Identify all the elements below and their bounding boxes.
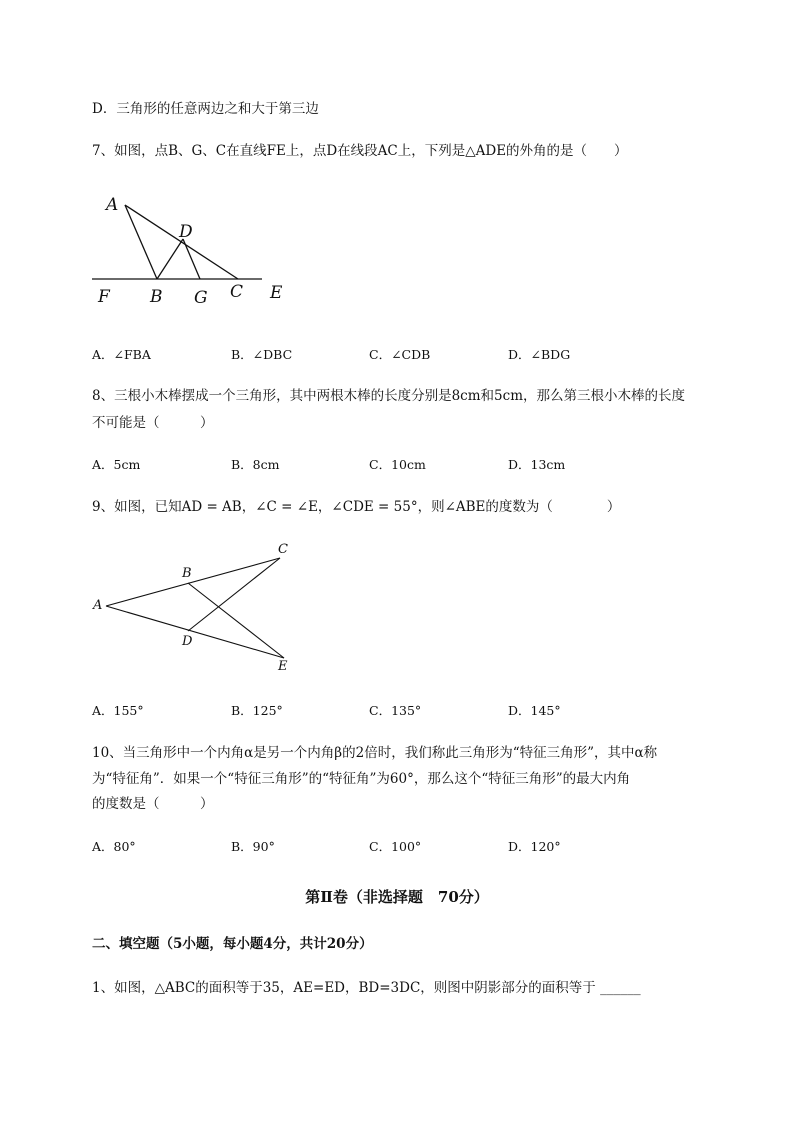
q7-stem: 7、如图，点B、G、C在直线FE上，点D在线段AC上，下列是△ADE的外角的是（ ） — [92, 143, 628, 159]
q10-stem-line3: 的度数是（ ） — [92, 796, 214, 812]
q7-label-e: E — [270, 283, 283, 303]
q7-option-d: D．∠BDG — [508, 347, 571, 362]
q9-option-b: B．125° — [231, 703, 283, 718]
q7-figure — [88, 190, 298, 310]
q9-label-c: C — [278, 542, 288, 557]
q10-option-a: A．80° — [92, 839, 136, 854]
q10-stem-line1: 10、当三角形中一个内角α是另一个内角β的2倍时，我们称此三角形为“特征三角形”，其中α称 — [92, 745, 658, 761]
q9-stem: 9、如图，已知AD = AB，∠C = ∠E，∠CDE = 55°，则∠ABE的度数为（ ） — [92, 499, 621, 515]
fill-q1-stem: 1、如图，△ABC的面积等于35，AE=ED，BD=3DC，则图中阴影部分的面积等于 ______ — [92, 980, 641, 996]
section-title-fill-in: 二、填空题（5小题，每小题4分，共计20分） — [92, 936, 373, 952]
q9-segment-ae — [106, 606, 284, 658]
q6-option-d: D．三角形的任意两边之和大于第三边 — [92, 101, 319, 117]
q9-label-a: A — [93, 598, 103, 613]
q7-label-d: D — [179, 222, 193, 242]
q8-stem-line2: 不可能是（ ） — [92, 415, 214, 431]
q9-label-e: E — [278, 659, 288, 674]
part2-title: 第Ⅱ卷（非选择题 70分） — [305, 888, 489, 906]
q9-segment-be — [188, 583, 284, 658]
q9-option-a: A．155° — [92, 703, 144, 718]
q9-segment-dc — [188, 558, 280, 631]
q7-segment-dg — [183, 239, 200, 279]
q7-label-a: A — [106, 195, 119, 215]
q9-segment-ac — [106, 558, 280, 606]
q9-label-d: D — [182, 634, 193, 649]
q8-option-b: B．8cm — [231, 457, 280, 472]
q7-option-b: B．∠DBC — [231, 347, 293, 362]
q9-option-c: C．135° — [369, 703, 422, 718]
q10-option-d: D．120° — [508, 839, 561, 854]
q9-label-b: B — [182, 566, 192, 581]
q8-option-d: D．13cm — [508, 457, 566, 472]
q7-option-a: A．∠FBA — [92, 347, 151, 362]
q7-label-c: C — [230, 282, 244, 302]
q9-option-d: D．145° — [508, 703, 561, 718]
q8-option-a: A．5cm — [92, 457, 141, 472]
q7-label-b: B — [150, 287, 163, 307]
q7-option-c: C．∠CDB — [369, 347, 431, 362]
q8-stem-line1: 8、三根小木棒摆成一个三角形，其中两根木棒的长度分别是8cm和5cm，那么第三根小木棒的长度 — [92, 388, 685, 404]
q10-stem-line2: 为“特征角”．如果一个“特征三角形”的“特征角”为60°，那么这个“特征三角形”的最大内角 — [92, 771, 631, 787]
q7-label-g: G — [194, 288, 208, 308]
q8-option-c: C．10cm — [369, 457, 426, 472]
q10-option-b: B．90° — [231, 839, 275, 854]
q9-figure — [88, 535, 303, 675]
q7-label-f: F — [98, 287, 110, 307]
q10-option-c: C．100° — [369, 839, 422, 854]
q7-segment-db — [157, 239, 183, 279]
